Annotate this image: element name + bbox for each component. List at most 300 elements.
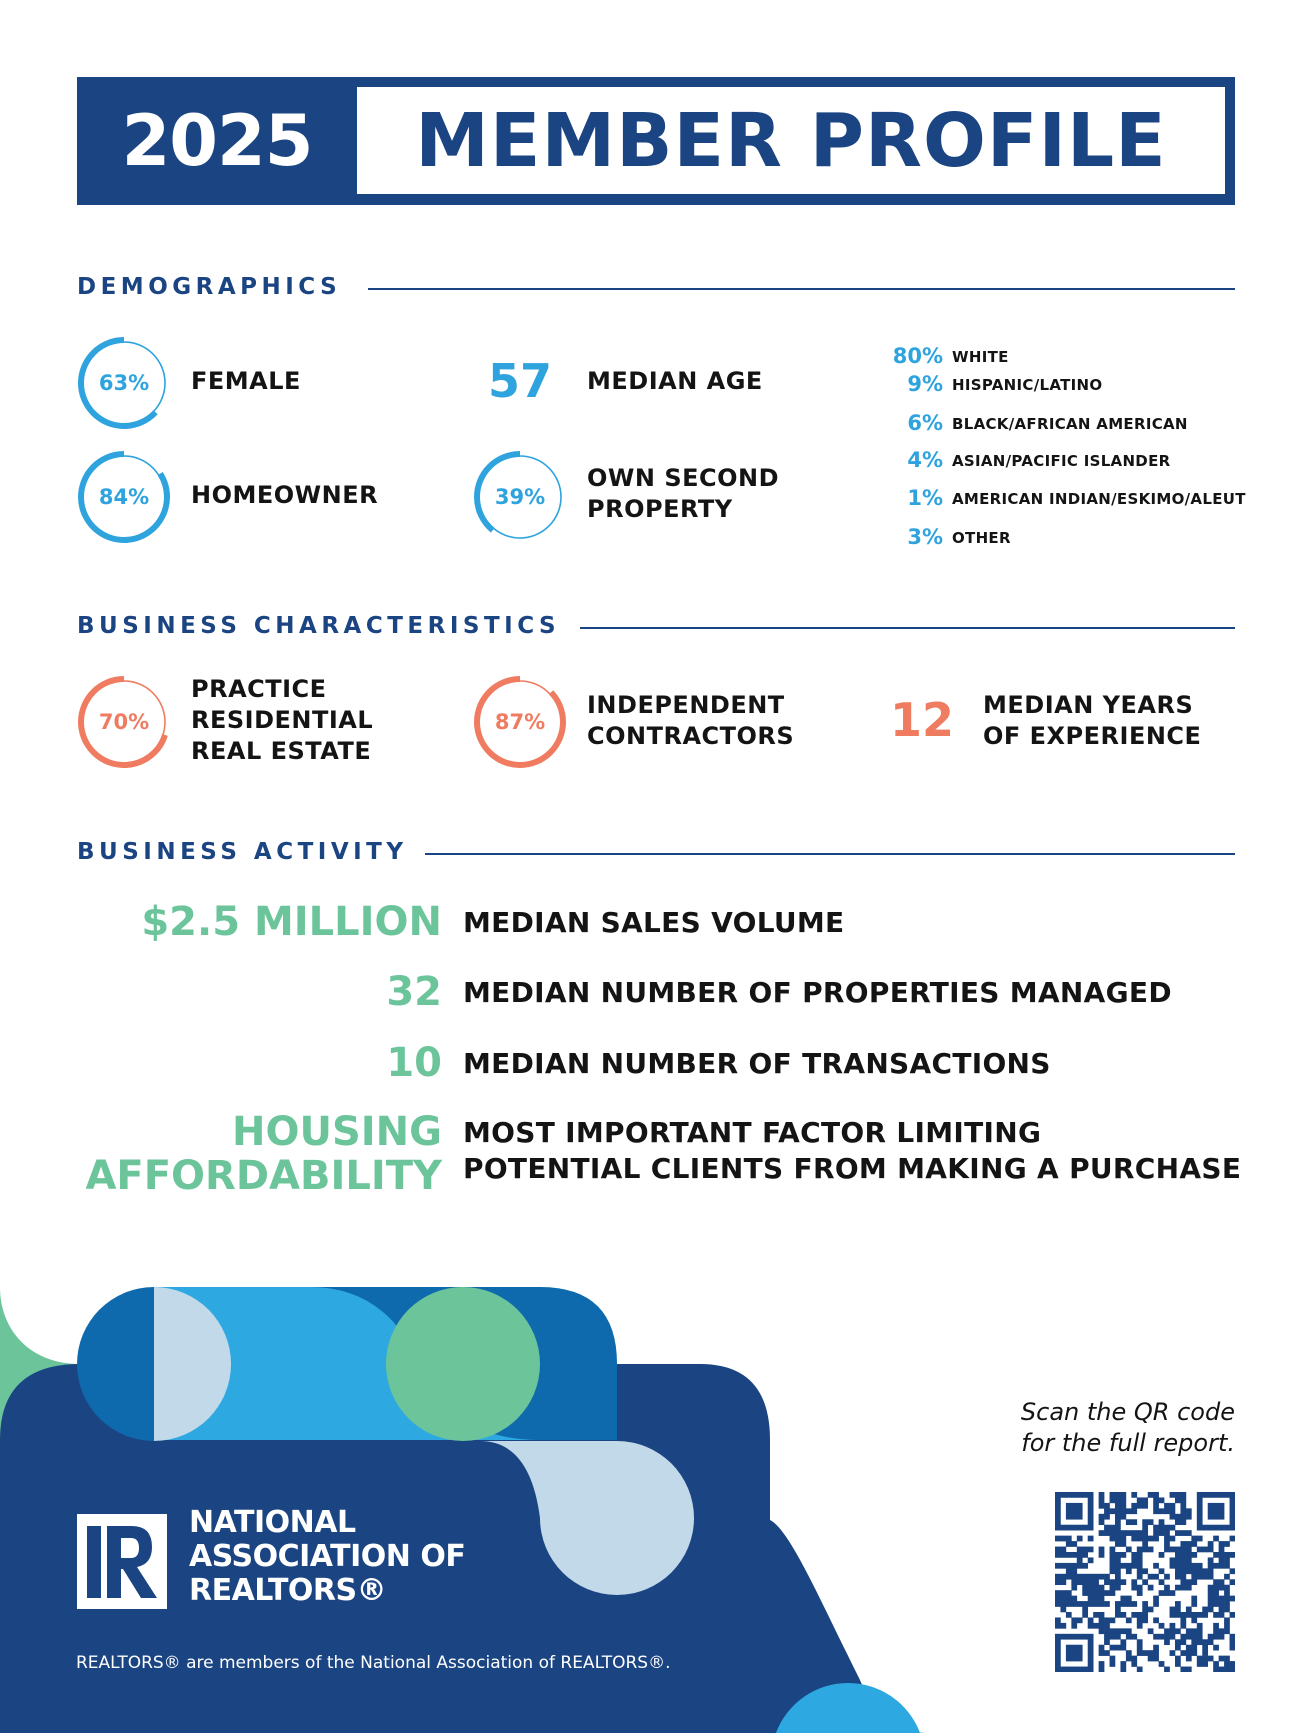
qr-module bbox=[1191, 1645, 1197, 1651]
qr-module bbox=[1219, 1612, 1225, 1618]
qr-module bbox=[1208, 1656, 1214, 1662]
qr-module bbox=[1159, 1530, 1165, 1536]
qr-module bbox=[1055, 1574, 1061, 1580]
qr-module bbox=[1115, 1519, 1121, 1525]
qr-module bbox=[1055, 1601, 1061, 1607]
qr-module bbox=[1060, 1492, 1066, 1498]
activity-value: 32 bbox=[386, 969, 442, 1015]
label-line: RESIDENTIAL bbox=[191, 706, 374, 734]
qr-module bbox=[1060, 1590, 1066, 1596]
label-line: POTENTIAL CLIENTS FROM MAKING A PURCHASE bbox=[463, 1152, 1242, 1185]
qr-module bbox=[1186, 1656, 1192, 1662]
qr-module bbox=[1164, 1639, 1170, 1645]
qr-module bbox=[1055, 1645, 1061, 1651]
qr-module bbox=[1186, 1530, 1192, 1536]
qr-module bbox=[1153, 1503, 1159, 1509]
qr-module bbox=[1186, 1547, 1192, 1553]
qr-module bbox=[1197, 1508, 1203, 1514]
qr-module bbox=[1213, 1536, 1219, 1542]
qr-module bbox=[1202, 1525, 1208, 1531]
qr-module bbox=[1175, 1645, 1181, 1651]
qr-module bbox=[1126, 1634, 1132, 1640]
qr-module bbox=[1066, 1612, 1072, 1618]
qr-module bbox=[1142, 1519, 1148, 1525]
qr-module bbox=[1066, 1590, 1072, 1596]
qr-module bbox=[1110, 1579, 1116, 1585]
qr-module bbox=[1202, 1574, 1208, 1580]
qr-module bbox=[1104, 1508, 1110, 1514]
page-title: MEMBER PROFILE bbox=[357, 87, 1225, 194]
qr-module bbox=[1159, 1590, 1165, 1596]
qr-module bbox=[1175, 1628, 1181, 1634]
qr-module bbox=[1191, 1552, 1197, 1558]
qr-module bbox=[1186, 1634, 1192, 1640]
qr-module bbox=[1208, 1563, 1214, 1569]
qr-module bbox=[1164, 1536, 1170, 1542]
qr-module bbox=[1224, 1607, 1230, 1613]
qr-module bbox=[1055, 1639, 1061, 1645]
qr-module bbox=[1077, 1634, 1083, 1640]
header-year: 2025 bbox=[121, 100, 313, 182]
qr-module bbox=[1099, 1667, 1105, 1672]
qr-module bbox=[1224, 1492, 1230, 1498]
qr-module bbox=[1104, 1590, 1110, 1596]
qr-module bbox=[1153, 1525, 1159, 1531]
qr-module bbox=[1060, 1601, 1066, 1607]
qr-module bbox=[1142, 1612, 1148, 1618]
qr-module bbox=[1137, 1650, 1143, 1656]
qr-module bbox=[1137, 1552, 1143, 1558]
qr-module bbox=[1153, 1601, 1159, 1607]
qr-module bbox=[1219, 1596, 1225, 1602]
qr-module bbox=[1131, 1634, 1137, 1640]
qr-module bbox=[1175, 1530, 1181, 1536]
qr-module bbox=[1164, 1574, 1170, 1580]
ethnicity-label: AMERICAN INDIAN/ESKIMO/ALEUT bbox=[952, 490, 1246, 508]
ethnicity-percent: 4% bbox=[907, 448, 943, 472]
qr-module bbox=[1120, 1541, 1126, 1547]
qr-module bbox=[1208, 1585, 1214, 1591]
qr-module bbox=[1060, 1563, 1066, 1569]
qr-module bbox=[1219, 1634, 1225, 1640]
qr-module bbox=[1071, 1634, 1077, 1640]
section-heading-demographics: DEMOGRAPHICS bbox=[77, 274, 342, 300]
qr-module bbox=[1224, 1656, 1230, 1662]
qr-module bbox=[1110, 1645, 1116, 1651]
qr-module bbox=[1191, 1563, 1197, 1569]
qr-module bbox=[1104, 1503, 1110, 1509]
qr-module bbox=[1055, 1519, 1061, 1525]
qr-module bbox=[1197, 1497, 1203, 1503]
qr-module bbox=[1115, 1574, 1121, 1580]
qr-module bbox=[1126, 1656, 1132, 1662]
qr-module bbox=[1230, 1661, 1235, 1667]
qr-module bbox=[1175, 1552, 1181, 1558]
qr-module bbox=[1082, 1492, 1088, 1498]
qr-module bbox=[1164, 1634, 1170, 1640]
qr-module bbox=[1115, 1563, 1121, 1569]
qr-module bbox=[1131, 1579, 1137, 1585]
qr-module bbox=[1088, 1514, 1094, 1520]
qr-module bbox=[1088, 1596, 1094, 1602]
qr-module bbox=[1115, 1552, 1121, 1558]
qr-module bbox=[1213, 1579, 1219, 1585]
qr-module bbox=[1224, 1661, 1230, 1667]
qr-module bbox=[1110, 1628, 1116, 1634]
qr-module bbox=[1137, 1530, 1143, 1536]
qr-module bbox=[1213, 1628, 1219, 1634]
qr-module bbox=[1148, 1547, 1154, 1553]
qr-module bbox=[1213, 1525, 1219, 1531]
qr-module bbox=[1099, 1530, 1105, 1536]
qr-module bbox=[1230, 1667, 1235, 1672]
qr-module bbox=[1191, 1541, 1197, 1547]
qr-module bbox=[1213, 1563, 1219, 1569]
qr-module bbox=[1180, 1492, 1186, 1498]
qr-module bbox=[1099, 1617, 1105, 1623]
qr-module bbox=[1110, 1585, 1116, 1591]
value-line: HOUSING bbox=[232, 1109, 442, 1155]
qr-module bbox=[1071, 1585, 1077, 1591]
qr-module bbox=[1197, 1503, 1203, 1509]
qr-module bbox=[1066, 1552, 1072, 1558]
qr-module bbox=[1077, 1547, 1083, 1553]
qr-module bbox=[1159, 1508, 1165, 1514]
qr-module bbox=[1170, 1628, 1176, 1634]
ethnicity-percent: 1% bbox=[907, 486, 943, 510]
qr-module bbox=[1055, 1667, 1061, 1672]
qr-module bbox=[1082, 1525, 1088, 1531]
qr-module bbox=[1077, 1667, 1083, 1672]
qr-module bbox=[1230, 1525, 1235, 1531]
qr-module bbox=[1202, 1650, 1208, 1656]
qr-module bbox=[1164, 1525, 1170, 1531]
qr-module bbox=[1186, 1650, 1192, 1656]
qr-module bbox=[1104, 1514, 1110, 1520]
qr-module bbox=[1186, 1579, 1192, 1585]
qr-module bbox=[1175, 1557, 1181, 1563]
qr-module bbox=[1077, 1601, 1083, 1607]
qr-module bbox=[1175, 1519, 1181, 1525]
qr-module bbox=[1170, 1525, 1176, 1531]
qr-module bbox=[1180, 1547, 1186, 1553]
label-line: MEDIAN YEARS bbox=[983, 691, 1194, 719]
qr-module bbox=[1191, 1568, 1197, 1574]
qr-module bbox=[1088, 1623, 1094, 1629]
qr-module bbox=[1060, 1547, 1066, 1553]
qr-module bbox=[1164, 1585, 1170, 1591]
qr-module bbox=[1213, 1634, 1219, 1640]
qr-module bbox=[1055, 1514, 1061, 1520]
qr-module bbox=[1088, 1601, 1094, 1607]
qr-module bbox=[1099, 1585, 1105, 1591]
qr-module bbox=[1093, 1579, 1099, 1585]
qr-module bbox=[1224, 1628, 1230, 1634]
qr-module bbox=[1197, 1563, 1203, 1569]
qr-module bbox=[1159, 1519, 1165, 1525]
qr-module bbox=[1060, 1607, 1066, 1613]
qr-module bbox=[1175, 1639, 1181, 1645]
qr-module bbox=[1120, 1661, 1126, 1667]
qr-module bbox=[1055, 1503, 1061, 1509]
qr-module bbox=[1213, 1596, 1219, 1602]
qr-module bbox=[1110, 1530, 1116, 1536]
qr-module bbox=[1115, 1645, 1121, 1651]
qr-module bbox=[1099, 1492, 1105, 1498]
qr-module bbox=[1120, 1508, 1126, 1514]
ring-value: 87% bbox=[494, 710, 546, 734]
qr-module bbox=[1120, 1639, 1126, 1645]
qr-module bbox=[1230, 1536, 1235, 1542]
qr-module bbox=[1224, 1623, 1230, 1629]
qr-module bbox=[1137, 1667, 1143, 1672]
qr-module bbox=[1164, 1547, 1170, 1553]
qr-module bbox=[1120, 1497, 1126, 1503]
qr-module bbox=[1120, 1667, 1126, 1672]
qr-module bbox=[1055, 1596, 1061, 1602]
qr-module bbox=[1055, 1634, 1061, 1640]
qr-module bbox=[1213, 1514, 1219, 1520]
qr-module bbox=[1180, 1574, 1186, 1580]
qr-module bbox=[1071, 1574, 1077, 1580]
qr-module bbox=[1202, 1656, 1208, 1662]
qr-module bbox=[1170, 1590, 1176, 1596]
qr-module bbox=[1197, 1525, 1203, 1531]
qr-module bbox=[1066, 1574, 1072, 1580]
qr-module bbox=[1115, 1628, 1121, 1634]
qr-module bbox=[1159, 1568, 1165, 1574]
qr-module bbox=[1088, 1492, 1094, 1498]
qr-module bbox=[1099, 1590, 1105, 1596]
qr-module bbox=[1104, 1525, 1110, 1531]
qr-module bbox=[1180, 1519, 1186, 1525]
qr-module bbox=[1230, 1503, 1235, 1509]
qr-module bbox=[1180, 1508, 1186, 1514]
qr-module bbox=[1224, 1601, 1230, 1607]
qr-module bbox=[1071, 1568, 1077, 1574]
qr-module bbox=[1186, 1541, 1192, 1547]
value-line: AFFORDABILITY bbox=[85, 1153, 442, 1199]
qr-module bbox=[1202, 1639, 1208, 1645]
label-line: PRACTICE bbox=[191, 675, 327, 703]
qr-module bbox=[1077, 1557, 1083, 1563]
qr-module bbox=[1115, 1497, 1121, 1503]
qr-module bbox=[1088, 1661, 1094, 1667]
qr-module bbox=[1180, 1650, 1186, 1656]
qr-module bbox=[1197, 1519, 1203, 1525]
qr-module bbox=[1208, 1634, 1214, 1640]
qr-module bbox=[1170, 1557, 1176, 1563]
qr-module bbox=[1142, 1607, 1148, 1613]
qr-module bbox=[1055, 1579, 1061, 1585]
qr-module bbox=[1219, 1667, 1225, 1672]
qr-module bbox=[1126, 1628, 1132, 1634]
qr-module bbox=[1142, 1541, 1148, 1547]
ring-value: 70% bbox=[98, 710, 150, 734]
qr-module bbox=[1180, 1617, 1186, 1623]
qr-module bbox=[1093, 1596, 1099, 1602]
qr-module bbox=[1202, 1492, 1208, 1498]
qr-module bbox=[1093, 1623, 1099, 1629]
qr-module bbox=[1077, 1492, 1083, 1498]
qr-module bbox=[1066, 1650, 1072, 1656]
qr-module bbox=[1213, 1552, 1219, 1558]
qr-module bbox=[1137, 1563, 1143, 1569]
qr-module bbox=[1142, 1536, 1148, 1542]
qr-module bbox=[1197, 1514, 1203, 1520]
activity-label: MEDIAN NUMBER OF PROPERTIES MANAGED bbox=[463, 976, 1172, 1009]
qr-module bbox=[1088, 1503, 1094, 1509]
homeowner-label: HOMEOWNER bbox=[191, 481, 379, 509]
activity-label: MEDIAN NUMBER OF TRANSACTIONS bbox=[463, 1047, 1051, 1080]
qr-module bbox=[1055, 1525, 1061, 1531]
qr-module bbox=[1230, 1639, 1235, 1645]
qr-module bbox=[1219, 1656, 1225, 1662]
qr-module bbox=[1208, 1541, 1214, 1547]
qr-module bbox=[1159, 1661, 1165, 1667]
qr-module bbox=[1071, 1579, 1077, 1585]
qr-module bbox=[1104, 1530, 1110, 1536]
qr-module bbox=[1115, 1557, 1121, 1563]
qr-module bbox=[1175, 1563, 1181, 1569]
qr-module bbox=[1202, 1607, 1208, 1613]
qr-module bbox=[1219, 1601, 1225, 1607]
label-line: REAL ESTATE bbox=[191, 737, 372, 765]
qr-module bbox=[1170, 1536, 1176, 1542]
qr-module bbox=[1230, 1514, 1235, 1520]
qr-module bbox=[1164, 1530, 1170, 1536]
activity-value: $2.5 MILLION bbox=[141, 899, 442, 945]
qr-module bbox=[1186, 1552, 1192, 1558]
qr-module bbox=[1148, 1656, 1154, 1662]
qr-module bbox=[1175, 1661, 1181, 1667]
qr-module bbox=[1077, 1650, 1083, 1656]
qr-module bbox=[1208, 1547, 1214, 1553]
qr-module bbox=[1137, 1617, 1143, 1623]
qr-module bbox=[1071, 1563, 1077, 1569]
organization-name bbox=[189, 1506, 465, 1608]
qr-module bbox=[1099, 1612, 1105, 1618]
qr-module bbox=[1208, 1492, 1214, 1498]
qr-module bbox=[1077, 1503, 1083, 1509]
qr-module bbox=[1066, 1503, 1072, 1509]
qr-module bbox=[1208, 1596, 1214, 1602]
qr-module bbox=[1104, 1574, 1110, 1580]
qr-module bbox=[1115, 1536, 1121, 1542]
qr-module bbox=[1082, 1667, 1088, 1672]
qr-module bbox=[1202, 1547, 1208, 1553]
qr-module bbox=[1066, 1667, 1072, 1672]
qr-module bbox=[1099, 1628, 1105, 1634]
qr-module bbox=[1191, 1612, 1197, 1618]
qr-module bbox=[1115, 1541, 1121, 1547]
qr-module bbox=[1153, 1492, 1159, 1498]
qr-module bbox=[1137, 1557, 1143, 1563]
qr-module bbox=[1219, 1607, 1225, 1613]
qr-module bbox=[1224, 1667, 1230, 1672]
qr-module bbox=[1131, 1530, 1137, 1536]
qr-module bbox=[1082, 1607, 1088, 1613]
qr-module bbox=[1060, 1536, 1066, 1542]
qr-module bbox=[1099, 1552, 1105, 1558]
qr-module bbox=[1126, 1601, 1132, 1607]
footer-note: REALTORS® are members of the National Association of REALTORS®. bbox=[76, 1653, 671, 1673]
qr-module bbox=[1186, 1667, 1192, 1672]
qr-module bbox=[1197, 1623, 1203, 1629]
qr-module bbox=[1126, 1650, 1132, 1656]
qr-module bbox=[1230, 1519, 1235, 1525]
qr-module bbox=[1115, 1508, 1121, 1514]
qr-module bbox=[1071, 1601, 1077, 1607]
ethnicity-label: BLACK/AFRICAN AMERICAN bbox=[952, 415, 1188, 433]
qr-module bbox=[1088, 1585, 1094, 1591]
qr-module bbox=[1219, 1492, 1225, 1498]
qr-module bbox=[1126, 1547, 1132, 1553]
qr-module bbox=[1219, 1525, 1225, 1531]
ethnicity-percent: 9% bbox=[907, 372, 943, 396]
qr-module bbox=[1071, 1492, 1077, 1498]
qr-module bbox=[1131, 1601, 1137, 1607]
qr-module bbox=[1071, 1645, 1077, 1651]
qr-module bbox=[1115, 1612, 1121, 1618]
qr-module bbox=[1164, 1508, 1170, 1514]
qr-module bbox=[1120, 1503, 1126, 1509]
qr-module bbox=[1224, 1525, 1230, 1531]
qr-module bbox=[1153, 1574, 1159, 1580]
qr-module bbox=[1126, 1596, 1132, 1602]
qr-module bbox=[1077, 1656, 1083, 1662]
qr-module bbox=[1093, 1612, 1099, 1618]
qr-module bbox=[1159, 1579, 1165, 1585]
qr-module bbox=[1219, 1585, 1225, 1591]
qr-module bbox=[1180, 1579, 1186, 1585]
qr-module bbox=[1082, 1612, 1088, 1618]
qr-module bbox=[1175, 1574, 1181, 1580]
qr-module bbox=[1110, 1525, 1116, 1531]
qr-module bbox=[1060, 1525, 1066, 1531]
qr-module bbox=[1208, 1601, 1214, 1607]
qr-module bbox=[1126, 1563, 1132, 1569]
qr-module bbox=[1213, 1645, 1219, 1651]
section-heading-business-activity: BUSINESS ACTIVITY bbox=[77, 839, 408, 865]
qr-module bbox=[1224, 1596, 1230, 1602]
qr-module bbox=[1071, 1650, 1077, 1656]
qr-module bbox=[1099, 1547, 1105, 1553]
qr-module bbox=[1219, 1503, 1225, 1509]
qr-module bbox=[1197, 1639, 1203, 1645]
qr-module bbox=[1137, 1536, 1143, 1542]
qr-module bbox=[1224, 1563, 1230, 1569]
ethnicity-percent: 80% bbox=[892, 344, 943, 368]
qr-module bbox=[1208, 1568, 1214, 1574]
qr-module bbox=[1088, 1590, 1094, 1596]
qr-module bbox=[1055, 1661, 1061, 1667]
qr-module bbox=[1131, 1519, 1137, 1525]
ethnicity-label: HISPANIC/LATINO bbox=[952, 376, 1103, 394]
qr-module bbox=[1191, 1628, 1197, 1634]
qr-module bbox=[1088, 1547, 1094, 1553]
label-line: OWN SECOND bbox=[587, 464, 780, 492]
qr-module bbox=[1077, 1645, 1083, 1651]
qr-module bbox=[1219, 1563, 1225, 1569]
qr-module bbox=[1197, 1628, 1203, 1634]
qr-module bbox=[1110, 1497, 1116, 1503]
qr-module bbox=[1180, 1585, 1186, 1591]
qr-module bbox=[1213, 1590, 1219, 1596]
qr-module bbox=[1055, 1547, 1061, 1553]
qr-module bbox=[1126, 1519, 1132, 1525]
qr-code[interactable] bbox=[1055, 1492, 1235, 1672]
